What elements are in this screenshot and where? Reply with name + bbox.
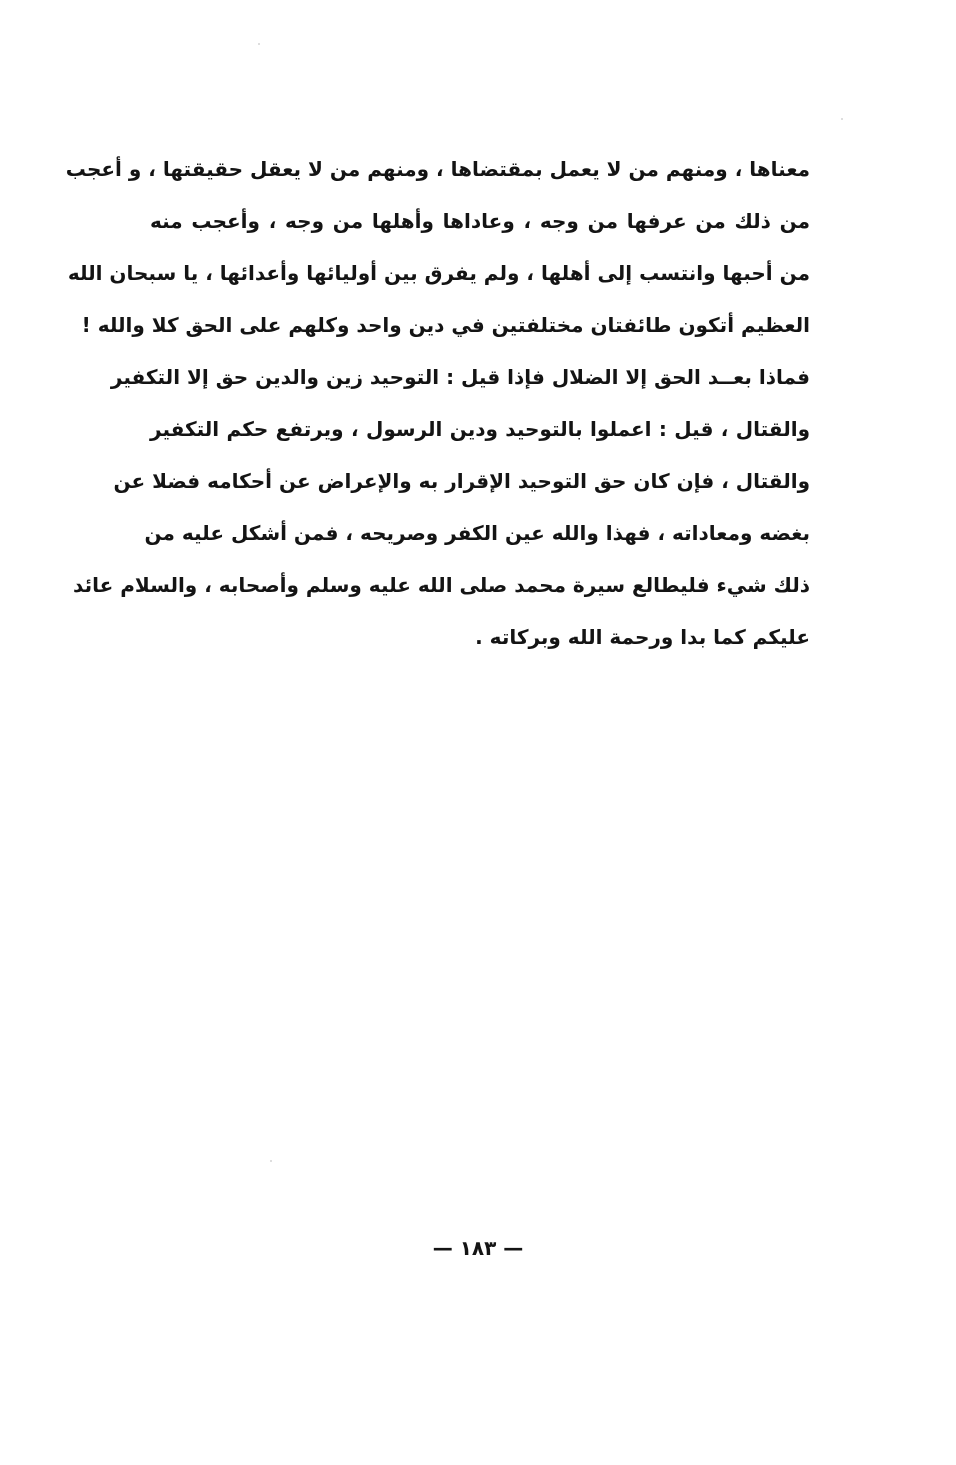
scan-speck [841, 118, 843, 120]
text-line: من ذلك من عرفها من وجه ، وعاداها وأهلها من وجه ، وأعجب منه [150, 209, 810, 233]
text-line-last: عليكم كما بدا ورحمة الله وبركاته . [475, 625, 810, 649]
body-text [65, 143, 810, 663]
text-line: والقتال ، فإن كان حق التوحيد الإقرار به والإعراض عن أحكامه فضلا عن [113, 469, 810, 493]
page-number: — ١٨٣ — [432, 1236, 524, 1260]
text-line: العظيم أتكون طائفتان مختلفتين في دين واحد وكلهم على الحق كلا والله ! [81, 313, 810, 337]
text-line: فماذا بعــد الحق إلا الضلال فإذا قيل : التوحيد زين والدين حق إلا التكفير [110, 365, 810, 389]
text-line: ذلك شيء فليطالع سيرة محمد صلى الله عليه وسلم وأصحابه ، والسلام عائد [73, 573, 810, 597]
text-line: معناها ، ومنهم من لا يعمل بمقتضاها ، ومنهم من لا يعقل حقيقتها ، و أعجب [65, 157, 810, 181]
text-line: والقتال ، قيل : اعملوا بالتوحيد ودين الرسول ، ويرتفع حكم التكفير [150, 417, 810, 441]
scan-speck [258, 43, 260, 45]
text-line: من أحبها وانتسب إلى أهلها ، ولم يفرق بين أوليائها وأعدائها ، يا سبحان الله [67, 261, 810, 285]
text-line: بغضه ومعاداته ، فهذا والله عين الكفر وصريحه ، فمن أشكل عليه من [144, 521, 810, 545]
scan-speck [270, 1160, 272, 1162]
